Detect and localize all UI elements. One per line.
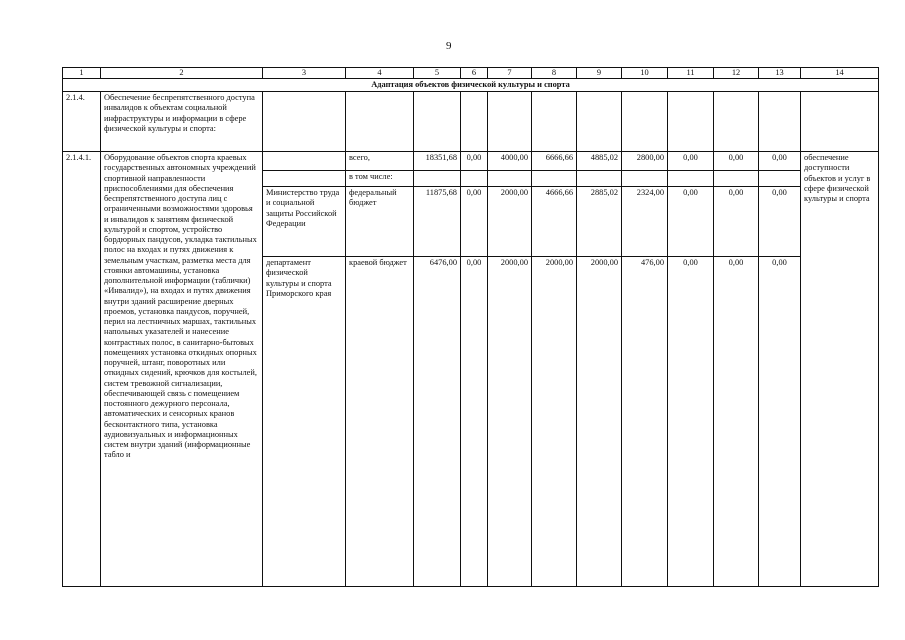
value-cell: 4885,02 [577, 152, 622, 171]
column-number: 8 [532, 68, 577, 79]
value-cell: 0,00 [461, 152, 488, 171]
value-cell: 0,00 [714, 187, 759, 257]
column-number: 7 [488, 68, 532, 79]
column-number: 1 [63, 68, 101, 79]
value-cell: 2000,00 [488, 257, 532, 587]
value-cell: 0,00 [714, 257, 759, 587]
value-cell: 6666,66 [532, 152, 577, 171]
column-number: 4 [346, 68, 414, 79]
column-number: 13 [759, 68, 801, 79]
program-table [62, 67, 879, 587]
value-cell: 2000,00 [577, 257, 622, 587]
funding-source: всего, [346, 152, 414, 171]
value-cell: 2000,00 [532, 257, 577, 587]
value-cell: 11875,68 [414, 187, 461, 257]
page-number: 9 [446, 40, 452, 52]
column-number: 9 [577, 68, 622, 79]
funding-source: федеральный бюджет [346, 187, 414, 257]
value-cell: 2324,00 [622, 187, 668, 257]
column-number: 5 [414, 68, 461, 79]
column-number-row [63, 68, 879, 79]
row-description: Оборудование объектов спорта краевых государственных автономных учреждений спортивной направленности приспособлениями для обеспечения беспрепятственного доступа лиц с ограниченными возможностями здоровья и инвалидов к занятиям физической культурой и спортом, устройство бордюрных пандусов, укладка тактильных полос на входах и путях движения к земельным участкам, разметка места для стоянки автомашины, установка дополнительной информации (таблички) «Инвалид»), на входах и путях движения внутри зданий расширение дверных проемов, установка пандусов, поручней, перил на лестничных маршах, тактильных напольных указателей и нанесение контрастных полос, в санитарно-бытовых помещениях установка откидных опорных поручней, штанг, поворотных или откидных сидений, крючков для костылей, систем тревожной сигнализации, обеспечивающей связь с помещением постоянного дежурного персонала, автоматических и сенсорных кранов бесконтактного типа, установка аудиовизуальных и информационных систем внутри зданий (информационные табло и [101, 152, 263, 587]
funding-source: краевой бюджет [346, 257, 414, 587]
table-row-total [63, 152, 879, 171]
value-cell: 6476,00 [414, 257, 461, 587]
including-label: в том числе: [346, 171, 414, 187]
value-cell: 0,00 [461, 187, 488, 257]
value-cell: 0,00 [714, 152, 759, 171]
row-code: 2.1.4. [63, 92, 101, 152]
value-cell: 0,00 [668, 152, 714, 171]
row-code: 2.1.4.1. [63, 152, 101, 587]
value-cell: 2800,00 [622, 152, 668, 171]
column-number: 3 [263, 68, 346, 79]
value-cell: 2885,02 [577, 187, 622, 257]
column-number: 11 [668, 68, 714, 79]
executor: департамент физической культуры и спорта Приморского края [263, 257, 346, 587]
column-number: 2 [101, 68, 263, 79]
section-title: Адаптация объектов физической культуры и спорта [63, 79, 879, 92]
value-cell: 0,00 [668, 187, 714, 257]
column-number: 10 [622, 68, 668, 79]
row-description: Обеспечение беспрепятственного доступа инвалидов к объектам социальной инфраструктуры и информации в сфере физической культуры и спорта: [101, 92, 263, 152]
column-number: 6 [461, 68, 488, 79]
section-row [63, 79, 879, 92]
column-number: 14 [801, 68, 879, 79]
value-cell: 476,00 [622, 257, 668, 587]
executor: Министерство труда и социальной защиты Российской Федерации [263, 187, 346, 257]
value-cell: 4666,66 [532, 187, 577, 257]
value-cell: 2000,00 [488, 187, 532, 257]
value-cell: 18351,68 [414, 152, 461, 171]
table-row [63, 92, 879, 152]
value-cell: 0,00 [759, 187, 801, 257]
value-cell: 0,00 [461, 257, 488, 587]
column-number: 12 [714, 68, 759, 79]
value-cell: 0,00 [759, 257, 801, 587]
value-cell: 0,00 [759, 152, 801, 171]
expected-result: обеспечение доступности объектов и услуг в сфере физической культуры и спорта [801, 152, 879, 587]
value-cell: 0,00 [668, 257, 714, 587]
value-cell: 4000,00 [488, 152, 532, 171]
